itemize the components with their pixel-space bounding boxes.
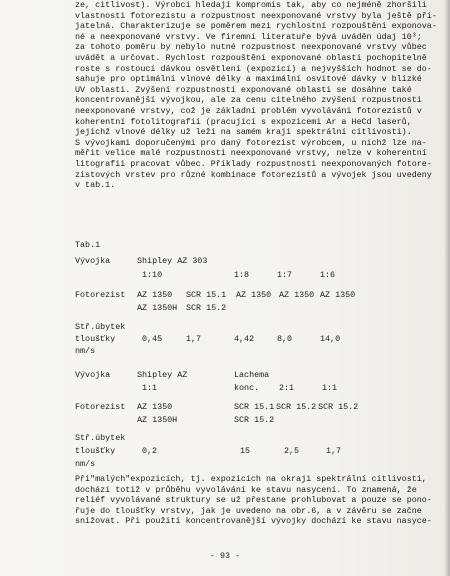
text-line: v tab.1.	[75, 180, 116, 191]
table-cell: SCR 15.2	[234, 415, 275, 425]
row-label: Vývojka	[75, 256, 111, 266]
page-number: - 93 -	[209, 551, 241, 561]
table-cell: Shipley AZ	[137, 370, 188, 380]
text-line: snižovat. Při použití koncentrovanější vývojky dochází ke stavu nasyce-	[75, 516, 432, 527]
table-cell: 15	[240, 446, 251, 456]
text-line: koherentní fotolitografii (pracující s expozicemi Ar a HeCd laserů,	[75, 116, 412, 127]
table-cell: AZ 1350	[320, 290, 356, 300]
table-cell: SCR 15.2	[318, 402, 359, 412]
text-line: né a neexponované vrstvy. Ve firemní literatuře bývá uváděn údaj 10³;	[75, 31, 422, 42]
text-line: jejichž vlnové délky už leží na samém kraji spektrální citlivosti).	[75, 127, 412, 138]
row-label: Stř.úbytek	[75, 433, 126, 443]
table-cell: AZ 1350	[137, 290, 173, 300]
table-cell: 1:10	[142, 270, 163, 280]
table-cell: 0,45	[142, 334, 163, 344]
table-cell: 2,5	[284, 446, 300, 456]
text-line: jatelná. Charakterizuje se poměrem mezi rychlostní rozpouštění exponova-	[75, 21, 437, 32]
table-cell: 1:1	[142, 383, 158, 393]
table-cell: Shipley AZ 303	[137, 256, 208, 266]
paragraph-1	[75, 0, 447, 191]
text-line: koncentrovanější vývojkou, ale za cenu citelného zvýšení rozpustnosti	[75, 95, 422, 106]
table-cell: AZ 1350H	[137, 303, 178, 313]
text-line: Při"malých"expozicích, tj. expozicích na okraji spektrální citlivosti,	[75, 474, 427, 484]
table-cell: 0,2	[142, 446, 158, 456]
table-cell: SCR 15.1	[186, 290, 227, 300]
text-line: vlastnosti fotorezistu a rozpustnost neexponované vrstvy byla ještě při-	[75, 10, 437, 21]
table-cell: konc.	[234, 383, 260, 393]
text-line: měřit velice malé rozpustnosti neexponované vrstvy, nelze v koherentní	[75, 148, 427, 159]
table-cell: Lachema	[234, 370, 270, 380]
table-cell: 2:1	[279, 383, 295, 393]
row-label: nm/s	[75, 346, 96, 356]
table-cell: 1:8	[234, 270, 250, 280]
text-line: dochází totiž v průběhu vyvolávání ke stavu nasycení. To znamená, že	[75, 484, 417, 495]
text-line: za tohoto poměru by nebylo nutné rozpustnost neexponované vrstvy vůbec	[75, 42, 427, 53]
text-line: litografii pracovat vůbec. Příklady rozpustnosti neexponovaných fotore-	[75, 158, 432, 169]
text-line: uvádět a určovat. Rychlost rozpouštění exponované oblasti pochopitelně	[75, 52, 427, 63]
table-caption: Tab.1	[75, 240, 101, 250]
table-cell: 4,42	[234, 334, 255, 344]
table-cell: AZ 1350	[137, 402, 173, 412]
text-line: sahuje pro optimální vlnové délky a maximální osvitové dávky v blízké	[75, 74, 422, 85]
table-cell: 1,7	[326, 446, 342, 456]
table-cell: SCR 15.2	[276, 402, 317, 412]
row-label: tloušťky	[75, 334, 116, 344]
row-label: Fotorezist	[75, 402, 126, 412]
row-label: Stř.úbytek	[75, 322, 126, 332]
table-cell: 1:7	[277, 270, 293, 280]
table-cell: SCR 15.2	[186, 303, 227, 313]
row-label: nm/s	[75, 459, 96, 469]
table-cell: 1:6	[320, 270, 336, 280]
text-line: S vývojkami doporučenými pro daný fotorezist výrobcem, u nichž lze na-	[75, 137, 427, 148]
text-line: zistových vrstev pro různé kombinace fotorezistů a vývojek jsou uvedeny	[75, 169, 432, 180]
row-label: tloušťky	[75, 446, 116, 456]
text-line: reliéf vyvolávané struktury se už přestane prohlubovat a pouze se pono-	[75, 495, 432, 506]
text-line: UV oblasti. Zvýšení rozpustnosti exponované oblasti se dosáhne také	[75, 84, 412, 95]
table-cell: AZ 1350	[279, 290, 315, 300]
row-label: Fotorezist	[75, 290, 126, 300]
text-line: řuje do tloušťky vrstvy, jak je uvedeno na obr.6, a v závěru se začne	[75, 505, 422, 516]
table-cell: 1,7	[186, 334, 202, 344]
table-cell: SCR 15.1	[234, 402, 275, 412]
table-cell: 1:1	[322, 383, 338, 393]
row-label: Vývojka	[75, 370, 111, 380]
text-line: ze, citlivost). Výrobci hledají kompromis tak, aby co nejméně zhoršili	[75, 0, 427, 10]
table-cell: 14,0	[320, 334, 341, 344]
table-cell: AZ 1350H	[137, 415, 178, 425]
table-cell: AZ 1350	[236, 290, 272, 300]
table-cell: 8,0	[277, 334, 293, 344]
paragraph-2	[75, 474, 447, 527]
text-line: neexponované vrstvy, což je základní problém vyvolávání fotorezistů v	[75, 105, 422, 116]
text-line: roste s rostoucí dávkou osvětlení (expozicí) a nejvyšších hodnot se do-	[75, 63, 432, 74]
